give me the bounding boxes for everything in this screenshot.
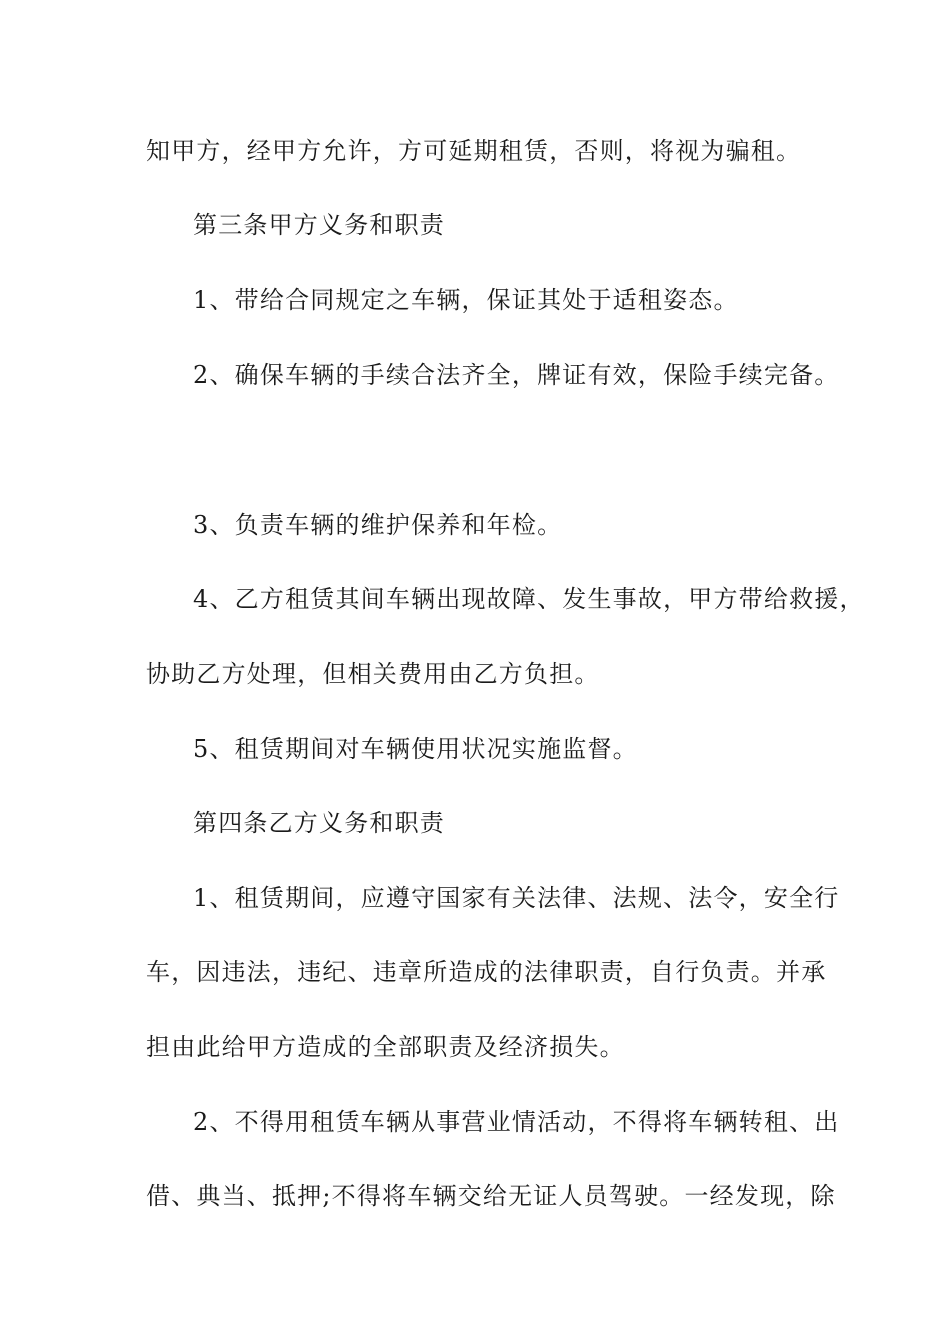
list-item: 1、租赁期间，应遵守国家有关法律、法规、法令，安全行 [193, 884, 840, 912]
section-heading: 第四条乙方义务和职责 [193, 809, 445, 837]
paragraph-line: 借、典当、抵押;不得将车辆交给无证人员驾驶。一经发现，除 [146, 1182, 836, 1210]
paragraph-line: 知甲方，经甲方允许，方可延期租赁，否则，将视为骗租。 [146, 137, 802, 165]
list-item: 2、确保车辆的手续合法齐全，牌证有效，保险手续完备。 [193, 361, 840, 389]
section-heading: 第三条甲方义务和职责 [193, 211, 445, 239]
list-item: 2、不得用租赁车辆从事营业情活动，不得将车辆转租、出 [193, 1108, 840, 1136]
list-item: 3、负责车辆的维护保养和年检。 [193, 511, 563, 539]
list-item: 4、乙方租赁其间车辆出现故障、发生事故，甲方带给救援， [193, 585, 865, 613]
list-item: 5、租赁期间对车辆使用状况实施监督。 [193, 735, 638, 763]
paragraph-line: 担由此给甲方造成的全部职责及经济损失。 [146, 1033, 625, 1061]
paragraph-line: 协助乙方处理，但相关费用由乙方负担。 [146, 660, 600, 688]
list-item: 1、带给合同规定之车辆，保证其处于适租姿态。 [193, 286, 739, 314]
paragraph-line: 车，因违法，违纪、违章所造成的法律职责，自行负责。并承 [146, 958, 827, 986]
